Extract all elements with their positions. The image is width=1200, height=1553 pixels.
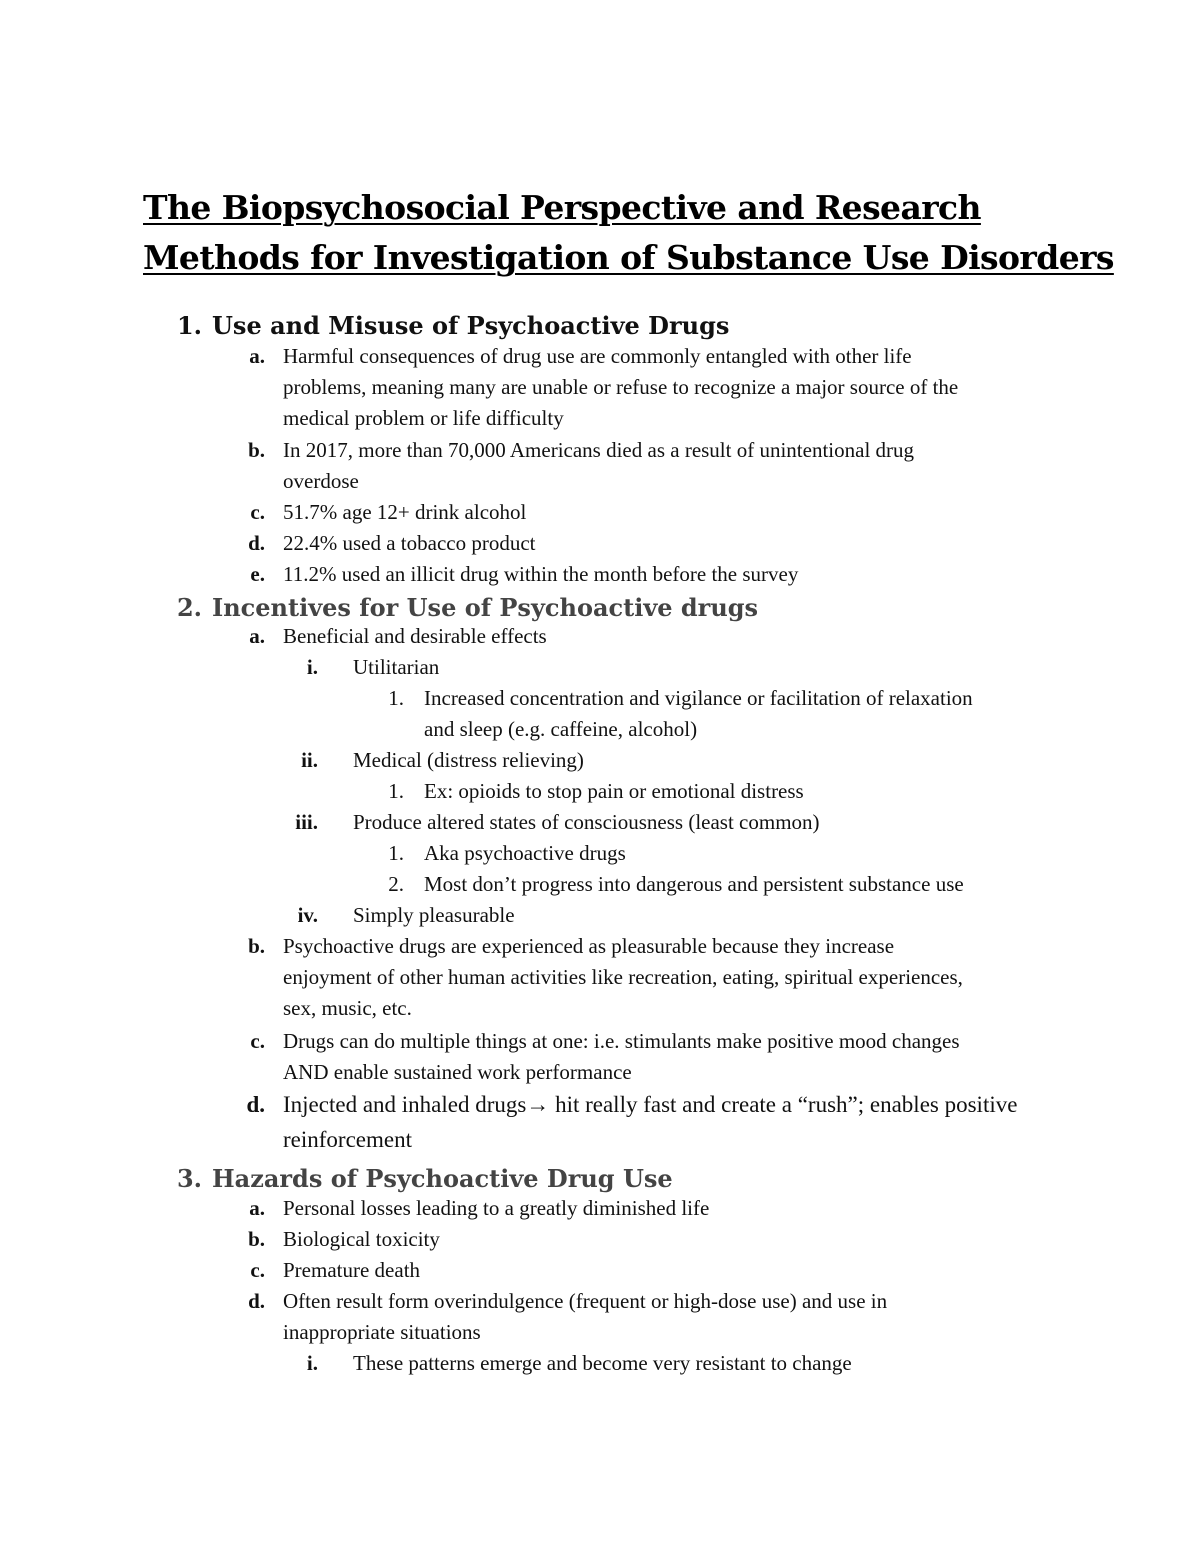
item-text: Psychoactive drugs are experienced as pleasurable because they increase — [283, 934, 895, 958]
item-marker: c. — [250, 1258, 265, 1282]
item-marker: b. — [248, 934, 265, 958]
item-marker: a. — [249, 624, 265, 648]
item-text: Medical (distress relieving) — [353, 748, 584, 772]
item-text: These patterns emerge and become very resistant to change — [353, 1351, 852, 1375]
item-marker: iii. — [295, 810, 318, 834]
item-marker: 1. — [388, 841, 404, 865]
item-text: Biological toxicity — [283, 1227, 440, 1251]
item-continuation: sex, music, etc. — [283, 996, 412, 1020]
item-text: Beneficial and desirable effects — [283, 624, 547, 648]
section-title: Hazards of Psychoactive Drug Use — [212, 1164, 673, 1193]
item-marker: a. — [249, 1196, 265, 1220]
item-text: Produce altered states of consciousness (least common) — [353, 810, 820, 834]
section-title: Use and Misuse of Psychoactive Drugs — [212, 311, 730, 340]
title-line-2: Methods for Investigation of Substance Use Disorders — [143, 238, 1114, 277]
item-text: Aka psychoactive drugs — [424, 841, 626, 865]
item-marker: a. — [249, 344, 265, 368]
section-number: 2. — [176, 593, 202, 622]
item-text: 51.7% age 12+ drink alcohol — [283, 500, 527, 524]
item-marker: i. — [306, 1351, 318, 1375]
item-text: Utilitarian — [353, 655, 440, 679]
item-text: In 2017, more than 70,000 Americans died as a result of unintentional drug — [283, 438, 915, 462]
item-text: Premature death — [283, 1258, 421, 1282]
item-continuation: AND enable sustained work performance — [283, 1060, 632, 1084]
item-text: Most don’t progress into dangerous and persistent substance use — [424, 872, 964, 896]
item-marker: i. — [306, 655, 318, 679]
item-marker: b. — [248, 1227, 265, 1251]
item-text: Drugs can do multiple things at one: i.e. stimulants make positive mood changes — [283, 1029, 960, 1053]
item-text: Simply pleasurable — [353, 903, 515, 927]
title-line-1: The Biopsychosocial Perspective and Research — [143, 188, 981, 227]
item-text: Ex: opioids to stop pain or emotional distress — [424, 779, 804, 803]
item-text: 22.4% used a tobacco product — [283, 531, 536, 555]
item-marker: iv. — [297, 903, 318, 927]
item-marker: 1. — [388, 686, 404, 710]
item-marker: 1. — [388, 779, 404, 803]
item-continuation: inappropriate situations — [283, 1320, 481, 1344]
item-marker: d. — [246, 1092, 265, 1117]
item-marker: c. — [250, 1029, 265, 1053]
document-title — [143, 183, 1114, 283]
item-marker: d. — [248, 1289, 265, 1313]
item-continuation: problems, meaning many are unable or refuse to recognize a major source of the — [283, 375, 959, 399]
item-continuation: enjoyment of other human activities like recreation, eating, spiritual experiences, — [283, 965, 963, 989]
item-text: Personal losses leading to a greatly diminished life — [283, 1196, 710, 1220]
item-marker: b. — [248, 438, 265, 462]
item-continuation: and sleep (e.g. caffeine, alcohol) — [424, 717, 698, 741]
item-marker: d. — [248, 531, 265, 555]
item-marker: e. — [250, 562, 265, 586]
item-continuation: reinforcement — [283, 1127, 412, 1152]
section-number: 1. — [176, 311, 202, 340]
item-marker: ii. — [301, 748, 318, 772]
section-title: Incentives for Use of Psychoactive drugs — [212, 593, 759, 622]
item-text: Increased concentration and vigilance or facilitation of relaxation — [424, 686, 973, 710]
item-text: 11.2% used an illicit drug within the month before the survey — [283, 562, 799, 586]
section-number: 3. — [176, 1164, 202, 1193]
item-text: Often result form overindulgence (frequent or high-dose use) and use in — [283, 1289, 888, 1313]
item-marker: c. — [250, 500, 265, 524]
item-continuation: overdose — [283, 469, 359, 493]
item-continuation: medical problem or life difficulty — [283, 406, 564, 430]
item-text: Harmful consequences of drug use are commonly entangled with other life — [283, 344, 912, 368]
item-marker: 2. — [388, 872, 404, 896]
item-text: Injected and inhaled drugs→ hit really fast and create a “rush”; enables positive — [283, 1092, 1018, 1117]
